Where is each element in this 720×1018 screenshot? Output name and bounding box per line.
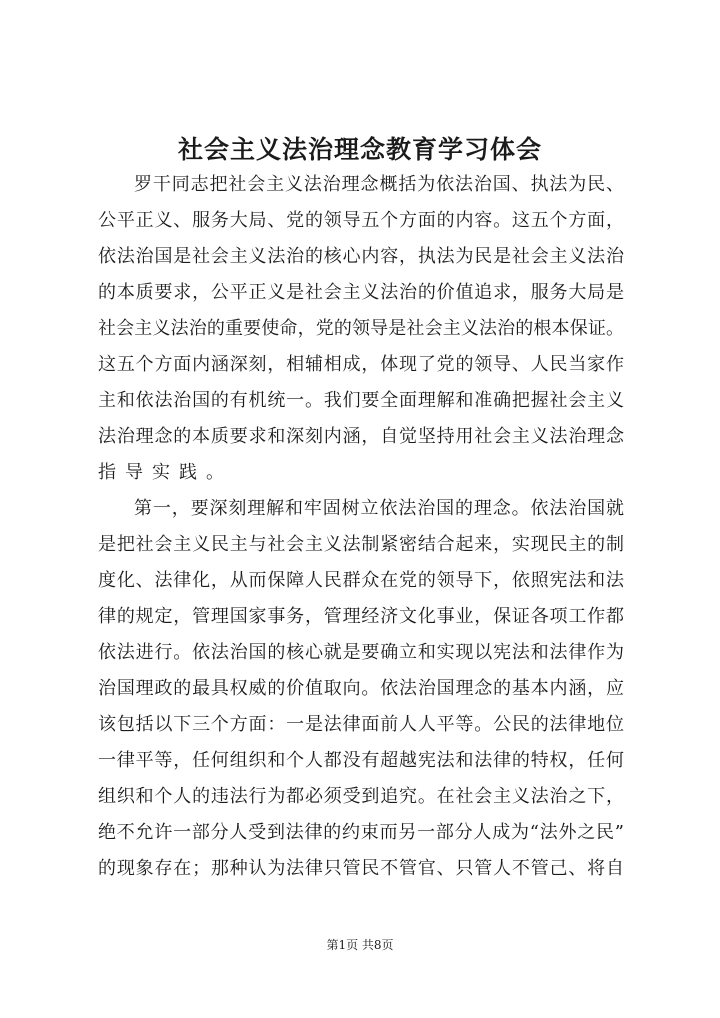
- document-title: 社会主义法治理念教育学习体会: [177, 135, 542, 164]
- paragraph-1: [98, 167, 624, 491]
- text-line: 依法治国是社会主义法治的核心内容，执法为民是社会主义法治: [98, 246, 624, 267]
- text-line: 的现象存在；那种认为法律只管民不管官、只管人不管己、将自: [98, 858, 624, 879]
- text-line: 法治理念的本质要求和深刻内涵，自觉坚持用社会主义法治理念: [98, 426, 624, 447]
- paragraph-2: [98, 491, 624, 887]
- text-line: 是把社会主义民主与社会主义法制紧密结合起来，实现民主的制: [98, 534, 624, 555]
- text-line: 一律平等，任何组织和个人都没有超越宪法和法律的特权，任何: [98, 750, 624, 771]
- text-line: 社会主义法治的重要使命，党的领导是社会主义法治的根本保证。: [98, 318, 624, 339]
- text-line: 第一，要深刻理解和牢固树立依法治国的理念。依法治国就: [134, 498, 624, 519]
- text-line: 治国理政的最具权威的价值取向。依法治国理念的基本内涵，应: [98, 678, 624, 699]
- text-line: 罗干同志把社会主义法治理念概括为依法治国、执法为民、: [134, 174, 624, 195]
- text-line: 公平正义、服务大局、党的领导五个方面的内容。这五个方面，: [98, 210, 624, 231]
- text-line: 依法进行。依法治国的核心就是要确立和实现以宪法和法律作为: [98, 642, 624, 663]
- text-line: 指导实践。: [98, 462, 233, 483]
- page-number: 第1页 共8页: [326, 938, 394, 952]
- text-line: 绝不允许一部分人受到法律的约束而另一部分人成为“法外之民”: [98, 822, 624, 843]
- text-line: 该包括以下三个方面：一是法律面前人人平等。公民的法律地位: [98, 714, 624, 735]
- text-line: 组织和个人的违法行为都必须受到追究。在社会主义法治之下，: [98, 786, 624, 807]
- text-line: 的本质要求，公平正义是社会主义法治的价值追求，服务大局是: [98, 282, 624, 303]
- document-body: [98, 167, 624, 887]
- text-line: 主和依法治国的有机统一。我们要全面理解和准确把握社会主义: [98, 390, 624, 411]
- text-line: 度化、法律化，从而保障人民群众在党的领导下，依照宪法和法: [98, 570, 624, 591]
- text-line: 这五个方面内涵深刻，相辅相成，体现了党的领导、人民当家作: [98, 354, 624, 375]
- text-line: 律的规定，管理国家事务，管理经济文化事业，保证各项工作都: [98, 606, 624, 627]
